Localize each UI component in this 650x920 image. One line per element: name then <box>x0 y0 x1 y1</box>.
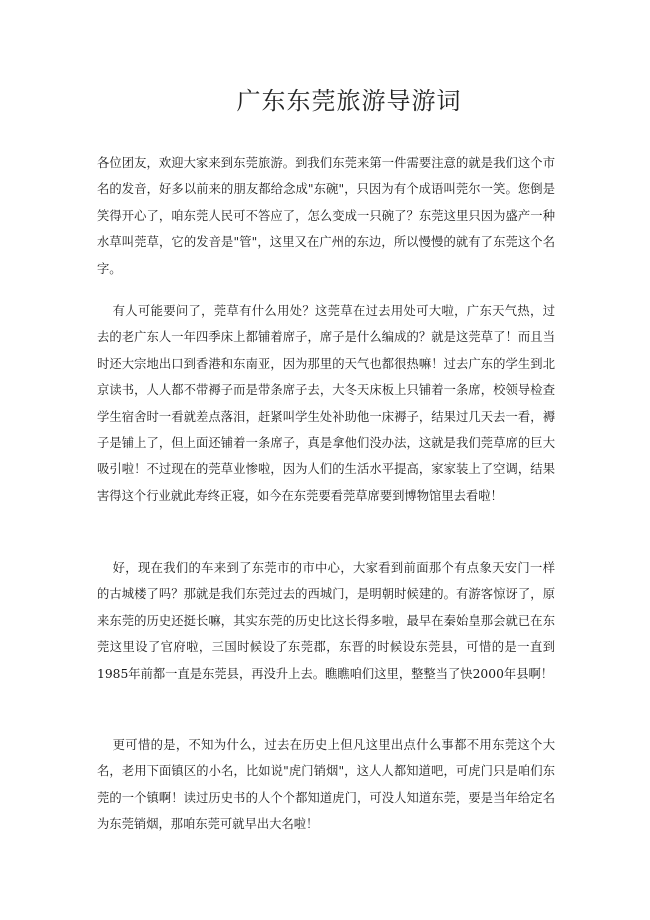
document-title: 广东东莞旅游导游词 <box>236 87 462 115</box>
paragraph-grass-mat: 有人可能要问了，莞草有什么用处？这莞草在过去用处可大啦，广东天气热，过去的老广东人一年四季床上都铺着席子，席子是什么编成的？就是这莞草了！而且当时还大宗地出口到香港和东南亚，因为那里的天气也都很热嘛！过去广东的学生到北京读书，人人都不带褥子而是带条席子去，大冬天床板上只铺着一条席，校领导检查学生宿舍时一看就差点落泪，赶紧叫学生处补助他一床褥子，结果过几天去一看，褥子是铺上了，但上面还铺着一条席子，真是拿他们没办法，这就是我们莞草席的巨大吸引啦！不过现在的莞草业惨啦，因为人们的生活水平提高，家家装上了空调，结果害得这个行业就此寿终正寝，如今在东莞要看莞草席要到博物馆里去看啦！ <box>97 304 555 503</box>
paragraph-intro: 各位团友，欢迎大家来到东莞旅游。到我们东莞来第一件需要注意的就是我们这个市名的发音，好多以前来的朋友都给念成"东碗"，只因为有个成语叫莞尔一笑。您倒是笑得开心了，咱东莞人民可不答应了，怎么变成一只碗了？东莞这里只因为盛产一种水草叫莞草，它的发音是"管"，这里又在广州的东边，所以慢慢的就有了东莞这个名字。 <box>97 156 555 276</box>
paragraph-city-gate: 好，现在我们的车来到了东莞市的市中心，大家看到前面那个有点象天安门一样的古城楼了吗？那就是我们东莞过去的西城门，是明朝时候建的。有游客惊讶了，原来东莞的历史还挺长嘛，其实东莞的历史比这长得多啦，最早在秦始皇那会就已在东莞这里设了官府啦，三国时候设了东莞郡，东晋的时候设东莞县，可惜的是一直到1985年前都一直是东莞县，再没升上去。瞧瞧咱们这里，整整当了快2000年县啊！ <box>97 561 555 681</box>
paragraph-humen: 更可惜的是，不知为什么，过去在历史上但凡这里出点什么事都不用东莞这个大名，老用下面镇区的小名，比如说"虎门销烟"，这人人都知道吧，可虎门只是咱们东莞的一个镇啊！读过历史书的人个个都知道虎门，可没人知道东莞，要是当年给定名为东莞销烟，那咱东莞可就早出大名啦！ <box>97 738 555 832</box>
